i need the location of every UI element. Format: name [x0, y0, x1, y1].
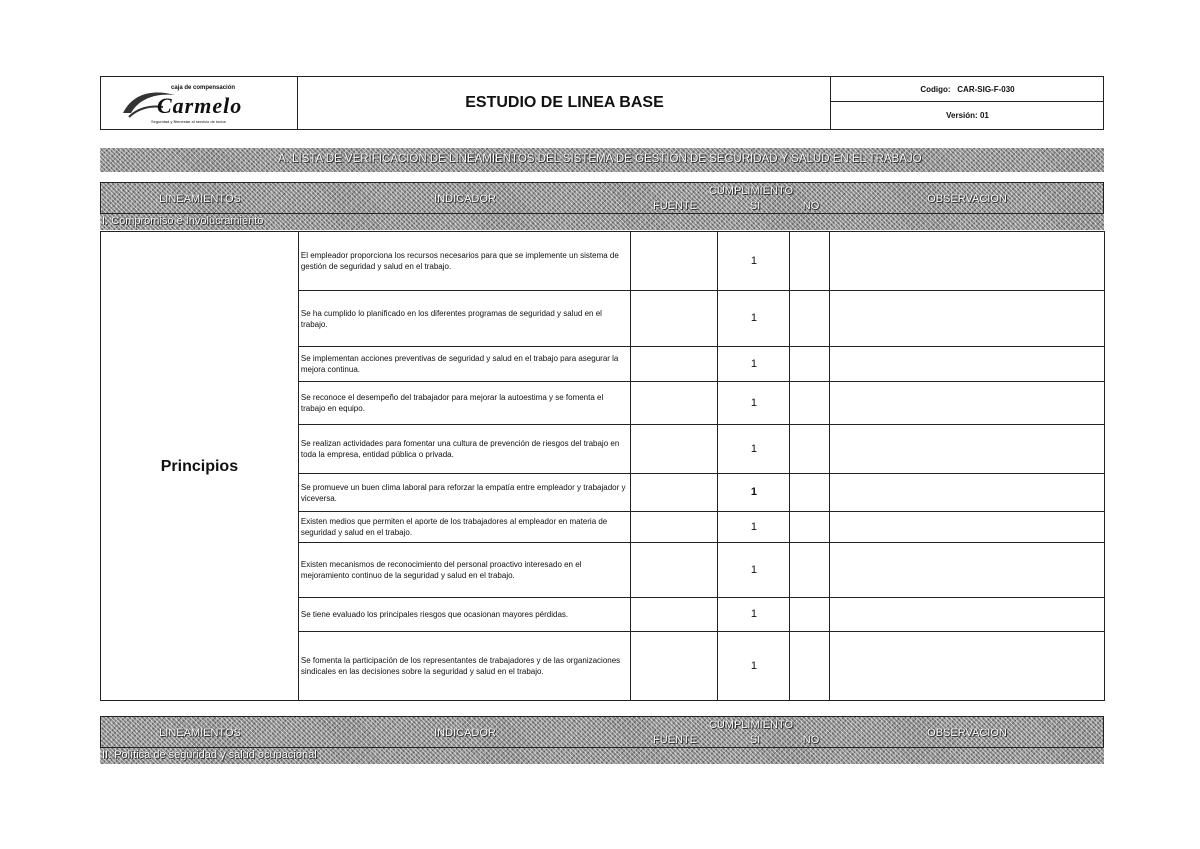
col-indicador-2: INDICADOR [434, 727, 496, 739]
col-no: NO [802, 200, 820, 212]
indicador-cell: Se realizan actividades para fomentar una cultura de prevención de riesgos del trabajo en toda la empresa, entidad pública o privada. [298, 425, 630, 474]
fuente-cell [630, 512, 718, 543]
si-cell: 1 [718, 425, 790, 474]
logo-subtitle: Seguridad y Bienestar al servicio de todos [151, 119, 226, 124]
indicador-cell: Se fomenta la participación de los representantes de trabajadores y de las organizaciones sindicales en las decisiones sobre la seguridad y salud en el trabajo. [298, 632, 630, 701]
si-cell: 1 [718, 382, 790, 425]
observacion-cell [830, 425, 1105, 474]
col-observacion-2: OBSERVACION [927, 727, 1007, 739]
logo-cell [101, 77, 298, 129]
observacion-cell [830, 512, 1105, 543]
observacion-cell [830, 543, 1105, 598]
indicador-cell: Se tiene evaluado los principales riesgos que ocasionan mayores pérdidas. [298, 598, 630, 632]
observacion-cell [830, 382, 1105, 425]
no-cell [790, 425, 830, 474]
si-cell: 1 [718, 598, 790, 632]
column-header-band-2 [100, 716, 1104, 748]
no-cell [790, 291, 830, 347]
col-no-2: NO [802, 734, 820, 746]
group1-title: I. Compromiso e Involucramiento [102, 215, 264, 227]
si-cell: 1 [718, 632, 790, 701]
observacion-cell [830, 347, 1105, 382]
col-fuente-2: FUENTE [653, 734, 697, 746]
observacion-cell [830, 632, 1105, 701]
col-cumplimiento-2: CUMPLIMIENTO [708, 719, 794, 731]
version-value: 01 [979, 111, 989, 120]
col-indicador: INDICADOR [434, 193, 496, 205]
indicador-cell: Se ha cumplido lo planificado en los diferentes programas de seguridad y salud en el trabajo. [298, 291, 630, 347]
lineamiento-principios: Principios [160, 457, 239, 475]
indicador-cell: Se reconoce el desempeño del trabajador para mejorar la autoestima y se fomenta el trabajo en equipo. [298, 382, 630, 425]
si-cell: 1 [718, 347, 790, 382]
code-value: CAR-SIG-F-030 [957, 85, 1015, 94]
si-cell: 1 [718, 543, 790, 598]
fuente-cell [630, 632, 718, 701]
group2-title: II. Política de seguridad y salud ocupacional [102, 749, 317, 761]
no-cell [790, 543, 830, 598]
indicador-cell: Se implementan acciones preventivas de seguridad y salud en el trabajo para asegurar la mejora continua. [298, 347, 630, 382]
indicador-cell: Se promueve un buen clima laboral para reforzar la empatía entre empleador y trabajador y viceversa. [298, 474, 630, 512]
logo-name: Carmelo [157, 93, 243, 118]
no-cell [790, 598, 830, 632]
observacion-cell [830, 474, 1105, 512]
fuente-cell [630, 425, 718, 474]
observacion-cell [830, 232, 1105, 291]
fuente-cell [630, 232, 718, 291]
group2-title-band [100, 748, 1104, 764]
fuente-cell [630, 382, 718, 425]
indicador-cell: El empleador proporciona los recursos necesarios para que se implemente un sistema de gestión de seguridad y salud en el trabajo. [298, 232, 630, 291]
fuente-cell [630, 598, 718, 632]
column-header-band [100, 182, 1104, 214]
no-cell [790, 474, 830, 512]
lineamiento-cell [101, 232, 299, 701]
document-title: ESTUDIO DE LINEA BASE [465, 94, 664, 111]
document-header [100, 76, 1104, 130]
indicador-cell: Existen mecanismos de reconocimiento del personal proactivo interesado en el mejoramiento continuo de la seguridad y salud en el trabajo. [298, 543, 630, 598]
observacion-cell [830, 598, 1105, 632]
code-label: Codigo: [920, 85, 951, 94]
fuente-cell [630, 474, 718, 512]
col-cumplimiento: CUMPLIMIENTO [708, 185, 794, 197]
section-title-band [100, 148, 1104, 172]
meta-cell [830, 77, 1103, 129]
col-fuente: FUENTE [653, 200, 697, 212]
indicador-cell: Existen medios que permiten el aporte de los trabajadores al empleador en materia de seguridad y salud en el trabajo. [298, 512, 630, 543]
si-cell: 1 [718, 232, 790, 291]
no-cell [790, 632, 830, 701]
section-title: A. LISTA DE VERIFICACIÓN DE LINEAMIENTOS DEL SISTEMA DE GESTIÓN DE SEGURIDAD Y SALUD EN EL TRABAJO [278, 153, 922, 165]
no-cell [790, 347, 830, 382]
observacion-cell [830, 291, 1105, 347]
fuente-cell [630, 347, 718, 382]
fuente-cell [630, 291, 718, 347]
col-lineamientos: LINEAMIENTOS [159, 193, 241, 205]
no-cell [790, 512, 830, 543]
version-label: Versión: [946, 111, 978, 120]
fuente-cell [630, 543, 718, 598]
code-row [831, 77, 1104, 102]
checklist-table [100, 231, 1105, 701]
no-cell [790, 232, 830, 291]
logo-tagline: caja de compensación [171, 85, 236, 91]
col-observacion: OBSERVACION [927, 193, 1007, 205]
col-si: SI [749, 200, 761, 212]
col-si-2: SI [749, 734, 761, 746]
si-cell: 1 [718, 291, 790, 347]
table-row [101, 232, 1105, 291]
si-cell: 1 [718, 512, 790, 543]
version-row [831, 103, 1104, 129]
col-lineamientos-2: LINEAMIENTOS [159, 727, 241, 739]
si-cell: 1 [718, 474, 790, 512]
group1-title-band [100, 214, 1104, 230]
no-cell [790, 382, 830, 425]
